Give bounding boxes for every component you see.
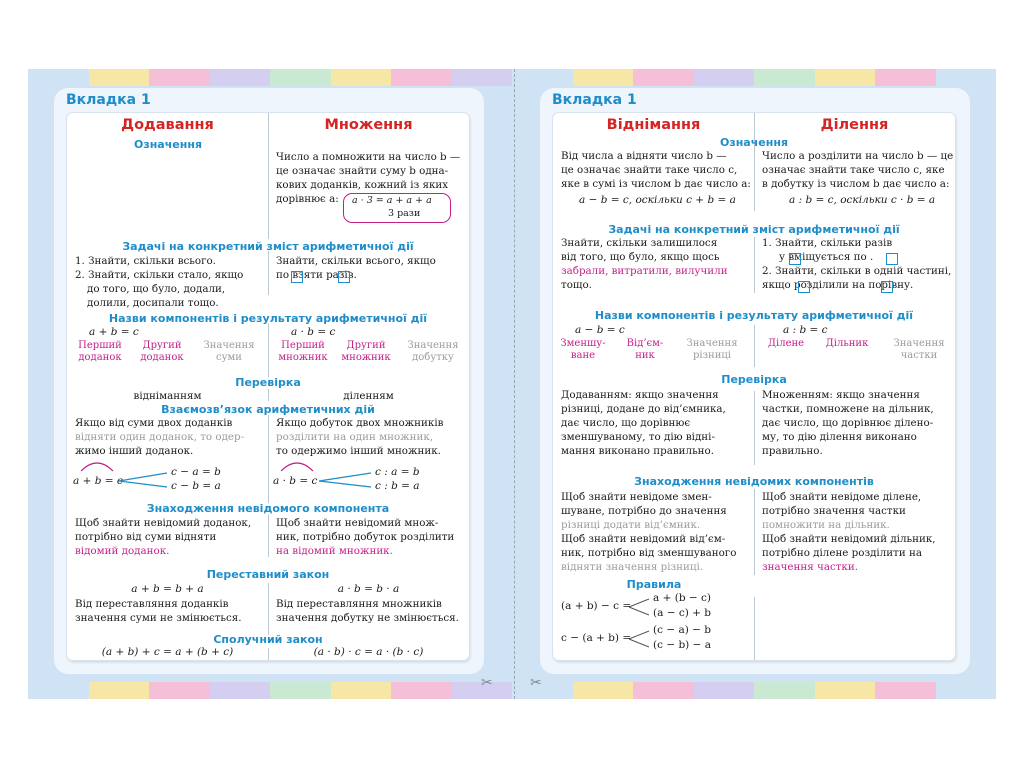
unk-add-line: відомий доданок. bbox=[75, 545, 170, 557]
names-sub-equation: a − b = c bbox=[575, 324, 625, 336]
section-tasks: Задачі на конкретний зміст арифметичної дії bbox=[608, 223, 900, 236]
tab-title: Вкладка 1 bbox=[66, 92, 151, 108]
unk-sub-line: Щоб знайти невідоме змен- bbox=[561, 491, 712, 503]
check-sub-line: різниці, додане до від’ємника, bbox=[561, 403, 726, 415]
section-unknown: Знаходження невідомих компонентів bbox=[634, 475, 874, 488]
label-first-addend: Перший доданок bbox=[78, 340, 122, 363]
names-mul-equation: a · b = c bbox=[291, 326, 336, 338]
def-mul-line: це означає знайти суму b одна- bbox=[276, 165, 449, 177]
color-stripe bbox=[89, 682, 150, 699]
def-sub-line: Від числа a відняти число b — bbox=[561, 150, 727, 162]
rule2-right: (c − b) − a bbox=[653, 639, 712, 651]
tab-title: Вкладка 1 bbox=[552, 92, 637, 108]
def-sub-line: це означає знайти таке число c, bbox=[561, 164, 738, 176]
label-minuend: Зменшу-ване bbox=[560, 338, 606, 361]
section-component-names: Назви компонентів і результату арифметичної дії bbox=[108, 312, 428, 325]
unk-mul-line: Щоб знайти невідомий множ- bbox=[276, 517, 439, 529]
check-mul: діленням bbox=[343, 390, 394, 402]
left-page bbox=[54, 88, 484, 674]
def-div-line: в добутку із числом b дає число a: bbox=[762, 178, 950, 190]
header-addition: Додавання bbox=[121, 117, 214, 133]
task-sub-line: від того, що було, якщо щось bbox=[561, 251, 720, 263]
label-sum-value: Значення суми bbox=[203, 340, 255, 363]
color-stripe bbox=[89, 69, 150, 86]
def-mul-line: дорівнює a: bbox=[276, 193, 339, 205]
color-stripe bbox=[573, 682, 634, 699]
color-stripe bbox=[210, 69, 271, 86]
color-stripe bbox=[754, 682, 815, 699]
label-second-factor: Другий множник bbox=[341, 340, 391, 363]
empty-box bbox=[798, 281, 810, 293]
empty-box bbox=[291, 271, 303, 283]
task-div-line: якщо розділили на порівну. bbox=[762, 279, 914, 291]
section-component-names: Назви компонентів і результату арифметичної дії bbox=[594, 309, 914, 322]
task-div-line: 1. Знайти, скільки разів bbox=[762, 237, 893, 249]
label-dividend: Ділене bbox=[767, 338, 805, 349]
comm-add-formula: a + b = b + a bbox=[131, 583, 204, 595]
color-stripe bbox=[391, 682, 452, 699]
section-check: Перевірка bbox=[235, 376, 301, 389]
rel-add-line: жимо інший доданок. bbox=[75, 445, 194, 457]
def-mul-line: кових доданків, кожний із яких bbox=[276, 179, 449, 191]
check-sub-line: мання виконано правильно. bbox=[561, 445, 715, 457]
unk-sub-line: Щоб знайти невідомий від’єм- bbox=[561, 533, 726, 545]
rel-mul-line: то одержимо інший множник. bbox=[276, 445, 441, 457]
unk-div-line: значення частки. bbox=[762, 561, 858, 573]
def-mul-line: Число a помножити на число b — bbox=[276, 151, 461, 163]
section-definition: Означення bbox=[719, 136, 789, 149]
label-first-factor: Перший множник bbox=[278, 340, 328, 363]
unk-sub-line: шуване, потрібно до значення bbox=[561, 505, 727, 517]
rule1-right: a + (b − c) bbox=[653, 592, 712, 604]
empty-box bbox=[789, 253, 801, 265]
def-sub-formula: a − b = c, оскільки c + b = a bbox=[579, 194, 736, 206]
label-subtrahend: Від’єм-ник bbox=[626, 338, 664, 361]
rule1-left: (a + b) − c = bbox=[561, 600, 632, 612]
unk-div-line: Щоб знайти невідомий дільник, bbox=[762, 533, 936, 545]
comm-mul-line: Від переставляння множників bbox=[276, 598, 442, 610]
task-sub-line: забрали, витратили, вилучили bbox=[561, 265, 728, 277]
task-div-line: у вміщується по . bbox=[779, 251, 874, 263]
def-div-formula: a : b = c, оскільки c · b = a bbox=[789, 194, 936, 206]
unk-add-line: Щоб знайти невідомий доданок, bbox=[75, 517, 252, 529]
names-add-equation: a + b = c bbox=[89, 326, 139, 338]
empty-box bbox=[338, 271, 350, 283]
unk-div-line: Щоб знайти невідоме ділене, bbox=[762, 491, 922, 503]
unk-div-line: потрібно значення частки bbox=[762, 505, 906, 517]
empty-box bbox=[881, 281, 893, 293]
rule1-right: (a − c) + b bbox=[653, 607, 712, 619]
color-stripe bbox=[936, 682, 997, 699]
color-stripe bbox=[815, 69, 876, 86]
color-stripe bbox=[270, 69, 331, 86]
color-stripe bbox=[633, 69, 694, 86]
color-stripe bbox=[754, 69, 815, 86]
rel-mul-line: розділити на один множник, bbox=[276, 431, 434, 443]
right-card bbox=[553, 113, 955, 660]
empty-box bbox=[886, 253, 898, 265]
def-formula-count: 3 рази bbox=[388, 208, 421, 219]
rel-add-formula: c − a = b bbox=[171, 466, 221, 478]
rel-add-line: відняти один доданок, то одер- bbox=[75, 431, 245, 443]
fold-cut-line bbox=[514, 69, 515, 699]
color-stripe bbox=[936, 69, 997, 86]
rule2-right: (c − a) − b bbox=[653, 624, 712, 636]
rel-mul-formula: c : b = a bbox=[375, 480, 420, 492]
unk-div-line: помножити на дільник. bbox=[762, 519, 890, 531]
task-mul-line: по взяти разів. bbox=[276, 269, 357, 281]
color-stripe bbox=[331, 69, 392, 86]
rule2-left: c − (a + b) = bbox=[561, 632, 632, 644]
rel-add-formula: a + b = c bbox=[73, 475, 123, 487]
section-relationship: Взаємозв’язок арифметичних дій bbox=[161, 403, 375, 416]
color-stripe bbox=[875, 682, 936, 699]
check-sub-line: дає число, що дорівнює bbox=[561, 417, 691, 429]
rel-add-formula: c − b = a bbox=[171, 480, 221, 492]
color-stripe bbox=[210, 682, 271, 699]
check-div-line: правильно. bbox=[762, 445, 823, 457]
comm-add-line: Від переставляння доданків bbox=[75, 598, 229, 610]
task-sub-line: Знайти, скільки залишилося bbox=[561, 237, 718, 249]
color-stripe bbox=[815, 682, 876, 699]
color-stripe bbox=[452, 69, 513, 86]
color-stripe bbox=[331, 682, 392, 699]
check-add: відніманням bbox=[133, 390, 202, 402]
scissors-icon: ✂ bbox=[530, 675, 542, 691]
def-div-line: означає знайти таке число c, яке bbox=[762, 164, 945, 176]
rel-add-line: Якщо від суми двох доданків bbox=[75, 417, 233, 429]
unk-mul-line: ник, потрібно добуток розділити bbox=[276, 531, 455, 543]
right-page bbox=[540, 88, 970, 674]
rel-mul-formula: a · b = c bbox=[273, 475, 318, 487]
section-associative: Сполучний закон bbox=[213, 633, 323, 646]
bottom-color-stripes bbox=[28, 682, 996, 699]
task-div-line: 2. Знайти, скільки в одній частині, bbox=[762, 265, 952, 277]
check-div-line: частки, помножене на дільник, bbox=[762, 403, 934, 415]
task-mul-line: Знайти, скільки всього, якщо bbox=[276, 255, 436, 267]
section-rules: Правила bbox=[626, 578, 682, 591]
section-unknown: Знаходження невідомого компонента bbox=[146, 502, 390, 515]
check-div-line: Множенням: якщо значення bbox=[762, 389, 920, 401]
section-definition: Означення bbox=[133, 138, 203, 151]
def-formula-oval bbox=[343, 193, 451, 223]
color-stripe bbox=[694, 682, 755, 699]
def-formula: a · 3 = a + a + a bbox=[352, 195, 432, 206]
left-card bbox=[67, 113, 469, 660]
color-stripe bbox=[633, 682, 694, 699]
label-quotient-value: Значення частки bbox=[893, 338, 945, 361]
comm-mul-line: значення добутку не змінюється. bbox=[276, 612, 459, 624]
header-subtraction: Віднімання bbox=[606, 117, 701, 133]
names-div-equation: a : b = c bbox=[783, 324, 828, 336]
color-stripe bbox=[512, 682, 573, 699]
unk-sub-line: ник, потрібно від зменшуваного bbox=[561, 547, 737, 559]
check-div-line: дає число, що дорівнює ділено- bbox=[762, 417, 934, 429]
rel-mul-line: Якщо добуток двох множників bbox=[276, 417, 444, 429]
color-stripe bbox=[149, 69, 210, 86]
color-stripe bbox=[875, 69, 936, 86]
assoc-mul-formula: (a · b) · c = a · (b · c) bbox=[313, 646, 424, 658]
check-div-line: му, то дію ділення виконано bbox=[762, 431, 917, 443]
label-second-addend: Другий доданок bbox=[140, 340, 184, 363]
top-color-stripes bbox=[28, 69, 996, 86]
rel-mul-formula: c : a = b bbox=[375, 466, 420, 478]
task-sub-line: тощо. bbox=[561, 279, 592, 291]
assoc-add-formula: (a + b) + c = a + (b + c) bbox=[101, 646, 234, 658]
color-stripe bbox=[28, 682, 89, 699]
comm-add-line: значення суми не змінюється. bbox=[75, 612, 242, 624]
unk-add-line: потрібно від суми відняти bbox=[75, 531, 217, 543]
unk-div-line: потрібно ділене розділити на bbox=[762, 547, 922, 559]
task-add-line: 2. Знайти, скільки стало, якщо bbox=[75, 269, 244, 281]
book-spread bbox=[28, 69, 996, 699]
header-multiplication: Множення bbox=[324, 117, 413, 133]
label-product-value: Значення добутку bbox=[407, 340, 459, 363]
unk-sub-line: відняти значення різниці. bbox=[561, 561, 704, 573]
color-stripe bbox=[28, 69, 89, 86]
color-stripe bbox=[512, 69, 573, 86]
def-sub-line: яке в сумі із числом b дає число a: bbox=[561, 178, 751, 190]
comm-mul-formula: a · b = b · a bbox=[337, 583, 400, 595]
unk-sub-line: різниці додати від’ємник. bbox=[561, 519, 701, 531]
task-add-line: долили, досипали тощо. bbox=[87, 297, 219, 309]
color-stripe bbox=[270, 682, 331, 699]
check-sub-line: Додаванням: якщо значення bbox=[561, 389, 719, 401]
color-stripe bbox=[149, 682, 210, 699]
header-division: Ділення bbox=[820, 117, 889, 133]
color-stripe bbox=[573, 69, 634, 86]
section-tasks: Задачі на конкретний зміст арифметичної дії bbox=[122, 240, 414, 253]
scissors-icon: ✂ bbox=[481, 675, 493, 691]
color-stripe bbox=[391, 69, 452, 86]
def-div-line: Число a розділити на число b — це bbox=[762, 150, 954, 162]
unk-mul-line: на відомий множник. bbox=[276, 545, 393, 557]
check-sub-line: зменшуваному, то дію відні- bbox=[561, 431, 715, 443]
label-difference-value: Значення різниці bbox=[686, 338, 738, 361]
label-divisor: Дільник bbox=[825, 338, 869, 349]
task-add-line: до того, що було, додали, bbox=[87, 283, 226, 295]
section-commutative: Переставний закон bbox=[206, 568, 330, 581]
section-check: Перевірка bbox=[721, 373, 787, 386]
task-add-line: 1. Знайти, скільки всього. bbox=[75, 255, 216, 267]
color-stripe bbox=[694, 69, 755, 86]
